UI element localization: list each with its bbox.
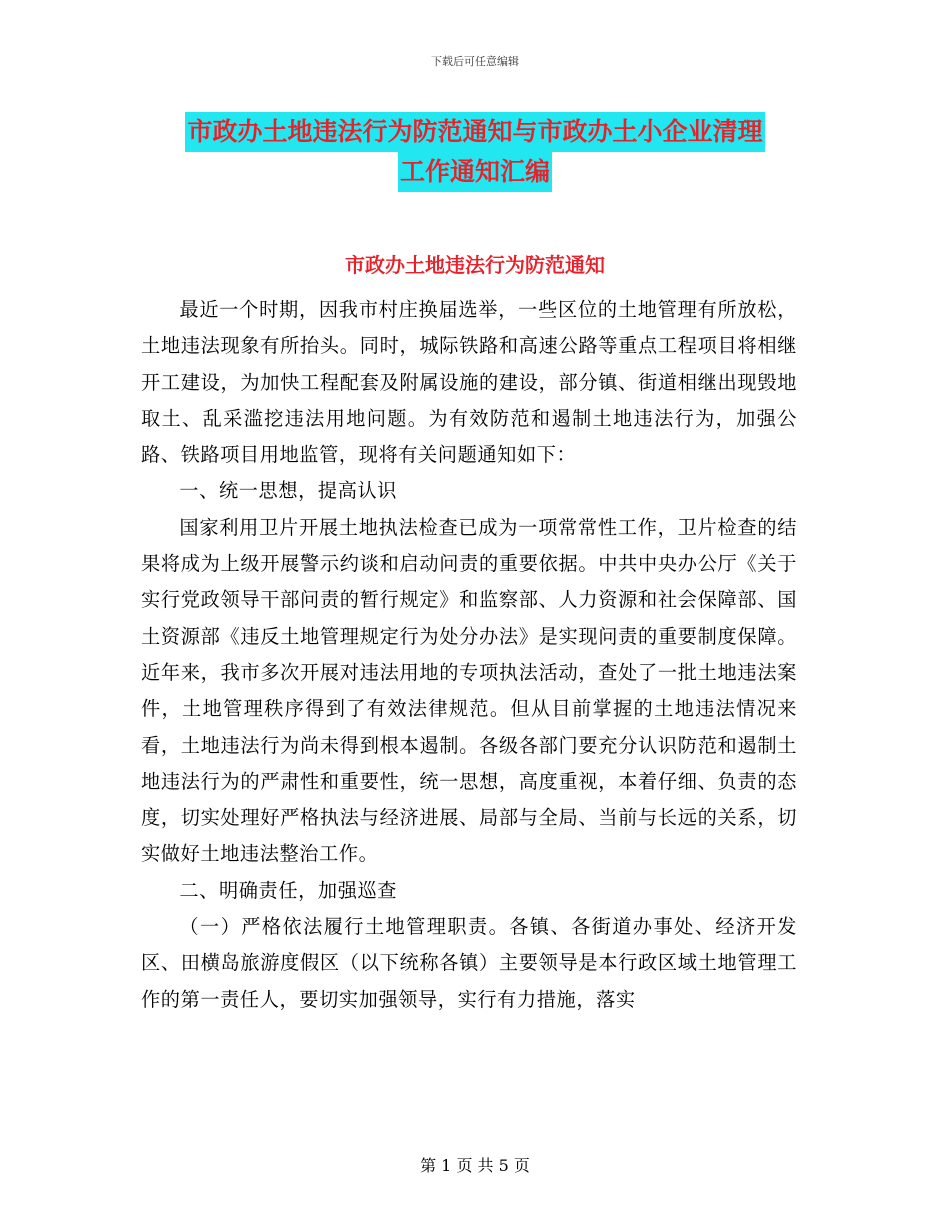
section-title: 市政办土地违法行为防范通知 — [345, 253, 605, 277]
paragraph-intro: 最近一个时期，因我市村庄换届选举，一些区位的土地管理有所放松，土地违法现象有所抬头。同时，城际铁路和高速公路等重点工程项目将相继开工建设，为加快工程配套及附属设施的建设，部分镇、街道相继出现毁地取土、乱采滥挖违法用地问题。为有效防范和遏制土地违法行为，加强公路、铁路项目用地监管，现将有关问题通知如下： — [141, 298, 797, 467]
document-title-line-1: 市政办土地违法行为防范通知与市政办土小企业清理 — [185, 112, 764, 152]
paragraph-section-1: 国家利用卫片开展土地执法检查已成为一项常常性工作，卫片检查的结果将成为上级开展警示约谈和启动问责的重要依据。中共中央办公厅《关于实行党政领导干部问责的暂行规定》和监察部、人力资源和社会保障部、国土资源部《违反土地管理规定行为处分办法》是实现问责的重要制度保障。近年来，我市多次开展对违法用地的专项执法活动，查处了一批土地违法案件，土地管理秩序得到了有效法律规范。但从目前掌握的土地违法情况来看，土地违法行为尚未得到根本遏制。各级各部门要充分认识防范和遏制土地违法行为的严肃性和重要性，统一思想，高度重视，本着仔细、负责的态度，切实处理好严格执法与经济进展、局部与全局、当前与长远的关系，切实做好土地违法整治工作。 — [141, 515, 797, 866]
document-title-line-2: 工作通知汇编 — [398, 152, 552, 192]
header-note: 下载后可任意编辑 — [431, 55, 519, 68]
document-title — [140, 112, 810, 192]
page-number-footer: 第 1 页 共 5 页 — [420, 1156, 530, 1175]
document-body — [141, 292, 797, 1018]
paragraph-section-2-item-1: （一）严格依法履行土地管理职责。各镇、各街道办事处、经济开发区、田横岛旅游度假区（以下统称各镇）主要领导是本行政区域土地管理工作的第一责任人，要切实加强领导，实行有力措施，落实 — [141, 915, 797, 1011]
heading-section-2: 二、明确责任，加强巡查 — [179, 878, 398, 902]
heading-section-1: 一、统一思想，提高认识 — [179, 479, 398, 503]
